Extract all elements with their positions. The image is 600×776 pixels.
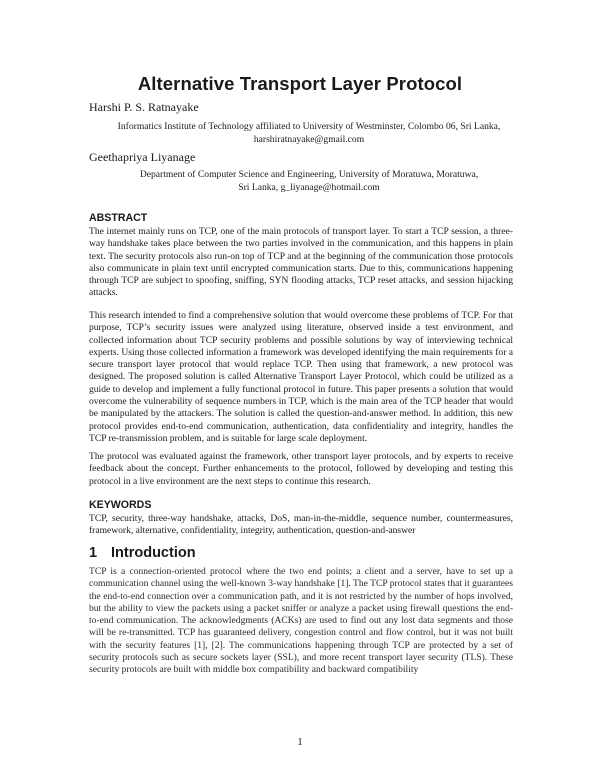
affiliation-line: harshiratnayake@gmail.com bbox=[253, 133, 365, 145]
abstract-paragraph: The internet mainly runs on TCP, one of the main protocols of transport layer. To start a TCP session, a three-way handshake takes place between the two parties involved in the communication, and this happens in plain text. The security protocols also run-on top of TCP and at the beginning of the communication those protocols also communicate in plain text until encrypted communication starts. Due to this, communications happening through TCP are subject to spoofing, sniffing, SYN flooding attacks, TCP reset attacks, and session hijacking attacks. bbox=[89, 226, 513, 299]
keywords-heading: KEYWORDS bbox=[89, 499, 152, 511]
section-number: 1 bbox=[89, 545, 98, 561]
abstract-paragraph: The protocol was evaluated against the framework, other transport layer protocols, and by experts to receive feedback about the concept. Further enhancements to the protocol, followed by developing and testing this protocol in a live environment are the next steps to continue this research. bbox=[89, 451, 513, 487]
page-number: 1 bbox=[297, 736, 303, 748]
abstract-heading: ABSTRACT bbox=[89, 212, 148, 224]
abstract-paragraph: This research intended to find a comprehensive solution that would overcome these problems of TCP. For that purpose, TCP’s security issues were analyzed using literature, observed inside a test environment, and collected information about TCP security problems and possible solutions by way of interviewing technical experts. Using those collected information a framework was developed identifying the main requirements for a secure transport layer protocol that would replace TCP. Then using that framework, a new protocol was designed. The proposed solution is called Alternative Transport Layer Protocol, which could be utilized as a guide to develop and implement a fully functional protocol in future. This paper presents a solution that would overcome the vulnerability of sequence numbers in TCP, which is the main area of the TCP header that would be manipulated by the attackers. The solution is called the question-and-answer method. In addition, this new protocol provides end-to-end communication, authentication, data confidentiality and integrity, handles the TCP re-transmission problem, and is suitable for large scale deployment. bbox=[89, 310, 513, 444]
affiliation-line: Informatics Institute of Technology affiliated to University of Westminster, Colombo 06, Sri Lanka, bbox=[117, 121, 501, 132]
author-name: Geethapriya Liyanage bbox=[89, 150, 196, 164]
affiliation-line: Department of Computer Science and Engineering, University of Moratuwa, Moratuwa, bbox=[139, 169, 479, 180]
author-affiliation bbox=[89, 121, 529, 146]
section-title: Introduction bbox=[111, 545, 196, 561]
keywords-text: TCP, security, three-way handshake, attacks, DoS, man-in-the-middle, sequence number, countermeasures, framework, alternative, confidentiality, integrity, authentication, question-and-answer bbox=[89, 513, 513, 537]
affiliation-line: Sri Lanka, g_liyanage@hotmail.com bbox=[238, 181, 380, 193]
introduction-paragraph: TCP is a connection-oriented protocol where the two end points; a client and a server, have to set up a communication channel using the well-known 3-way handshake [1]. The TCP protocol states that it guarantees the end-to-end connection over a communication path, and it is not restricted by the number of hops involved, but the ability to view the packets using a packet sniffer or analyze a packet using firewall questions the end-to-end communication. The acknowledgments (ACKs) are used to find out any lost data segments and those will be re-transmitted. TCP has guaranteed delivery, congestion control and flow control, but it was not built with the security features [1], [2]. The communications happening through TCP are protected by a set of security protocols such as secure sockets layer (SSL), and more recent transport layer security (TLS). These security protocols are built with middle box compatibility and backward compatibility bbox=[89, 566, 513, 676]
paper-title: Alternative Transport Layer Protocol bbox=[137, 73, 463, 94]
author-affiliation bbox=[89, 169, 529, 194]
author-name: Harshi P. S. Ratnayake bbox=[89, 100, 199, 114]
section-heading bbox=[89, 545, 196, 561]
